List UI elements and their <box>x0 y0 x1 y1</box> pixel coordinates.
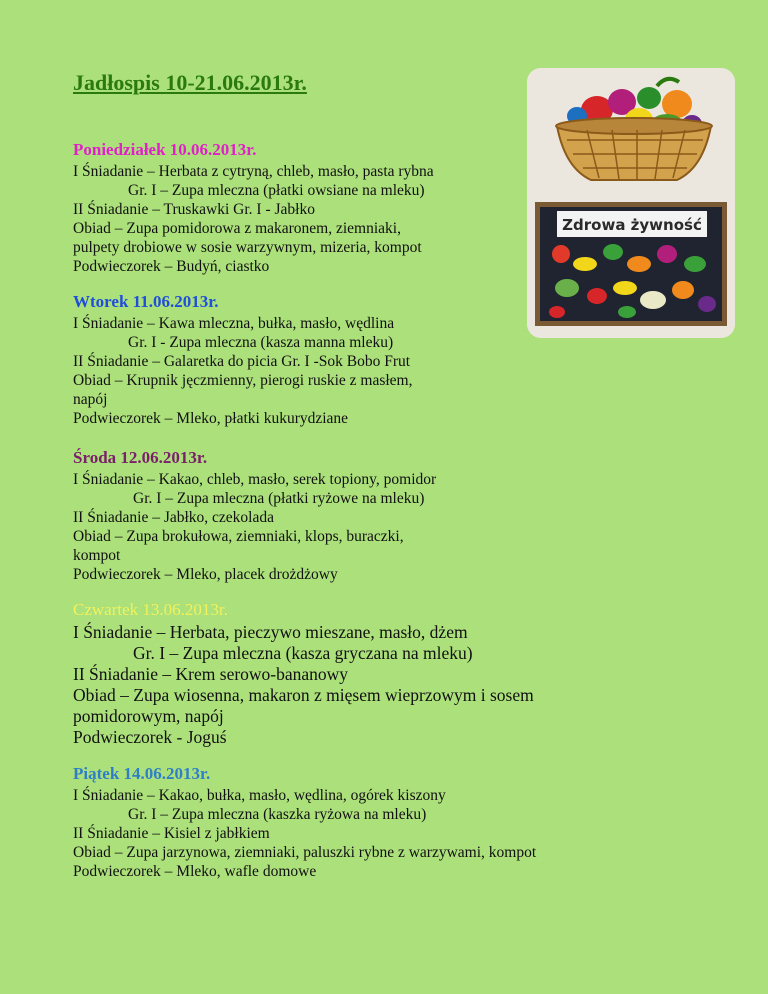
menu-line: kompot <box>73 547 121 564</box>
menu-line: Gr. I – Zupa mleczna (płatki owsiane na mleku) <box>128 182 425 199</box>
day-heading: Piątek 14.06.2013r. <box>73 764 211 783</box>
day-monday <box>73 140 633 276</box>
menu-line: Podwieczorek – Mleko, płatki kukurydziane <box>73 410 349 427</box>
day-heading: Wtorek 11.06.2013r. <box>73 292 219 311</box>
day-heading: Poniedziałek 10.06.2013r. <box>73 140 257 159</box>
menu-line: Gr. I – Zupa mleczna (płatki ryżowe na mleku) <box>133 490 425 507</box>
board-title: Zdrowa żywność <box>562 216 702 234</box>
menu-line: II Śniadanie – Truskawki Gr. I - Jabłko <box>73 201 315 218</box>
menu-line: Obiad – Zupa jarzynowa, ziemniaki, paluszki rybne z warzywami, kompot <box>73 844 537 861</box>
day-heading: Czwartek 13.06.2013r. <box>73 600 228 619</box>
menu-line: I Śniadanie – Kakao, bułka, masło, wędlina, ogórek kiszony <box>73 787 446 804</box>
day-heading: Środa 12.06.2013r. <box>73 448 208 467</box>
menu-line: I Śniadanie – Kakao, chleb, masło, serek topiony, pomidor <box>73 471 437 488</box>
menu-line: I Śniadanie – Herbata, pieczywo mieszane, masło, dżem <box>73 622 468 642</box>
menu-line: II Śniadanie – Kisiel z jabłkiem <box>73 825 270 842</box>
menu-line: Obiad – Zupa pomidorowa z makaronem, ziemniaki, <box>73 220 401 237</box>
menu-line: II Śniadanie – Jabłko, czekolada <box>73 509 274 526</box>
menu-line: Obiad – Zupa brokułowa, ziemniaki, klops, buraczki, <box>73 528 404 545</box>
day-wednesday <box>73 448 633 584</box>
day-thursday <box>73 600 693 748</box>
menu-line: Gr. I – Zupa mleczna (kaszka ryżowa na mleku) <box>128 806 427 823</box>
day-tuesday <box>73 292 633 428</box>
day-friday <box>73 764 693 881</box>
page-title: Jadłospis 10-21.06.2013r. <box>73 70 307 95</box>
menu-line: Podwieczorek – Budyń, ciastko <box>73 258 270 275</box>
menu-line: Obiad – Krupnik jęczmienny, pierogi ruskie z masłem, <box>73 372 413 389</box>
menu-line: II Śniadanie – Galaretka do picia Gr. I -Sok Bobo Frut <box>73 353 411 370</box>
menu-line: I Śniadanie – Herbata z cytryną, chleb, masło, pasta rybna <box>73 163 434 180</box>
menu-line: I Śniadanie – Kawa mleczna, bułka, masło, wędlina <box>73 315 395 332</box>
menu-line: Gr. I - Zupa mleczna (kasza manna mleku) <box>128 334 394 351</box>
menu-line: Obiad – Zupa wiosenna, makaron z mięsem wieprzowym i sosem <box>73 685 534 705</box>
menu-line: II Śniadanie – Krem serowo-bananowy <box>73 664 349 684</box>
menu-line: napój <box>73 391 108 408</box>
menu-line: pulpety drobiowe w sosie warzywnym, mizeria, kompot <box>73 239 422 256</box>
menu-line: Podwieczorek - Joguś <box>73 727 227 747</box>
menu-line: pomidorowym, napój <box>73 706 224 726</box>
menu-line: Podwieczorek – Mleko, placek drożdżowy <box>73 566 338 583</box>
menu-line: Gr. I – Zupa mleczna (kasza gryczana na mleku) <box>133 643 473 663</box>
menu-line: Podwieczorek – Mleko, wafle domowe <box>73 863 317 880</box>
